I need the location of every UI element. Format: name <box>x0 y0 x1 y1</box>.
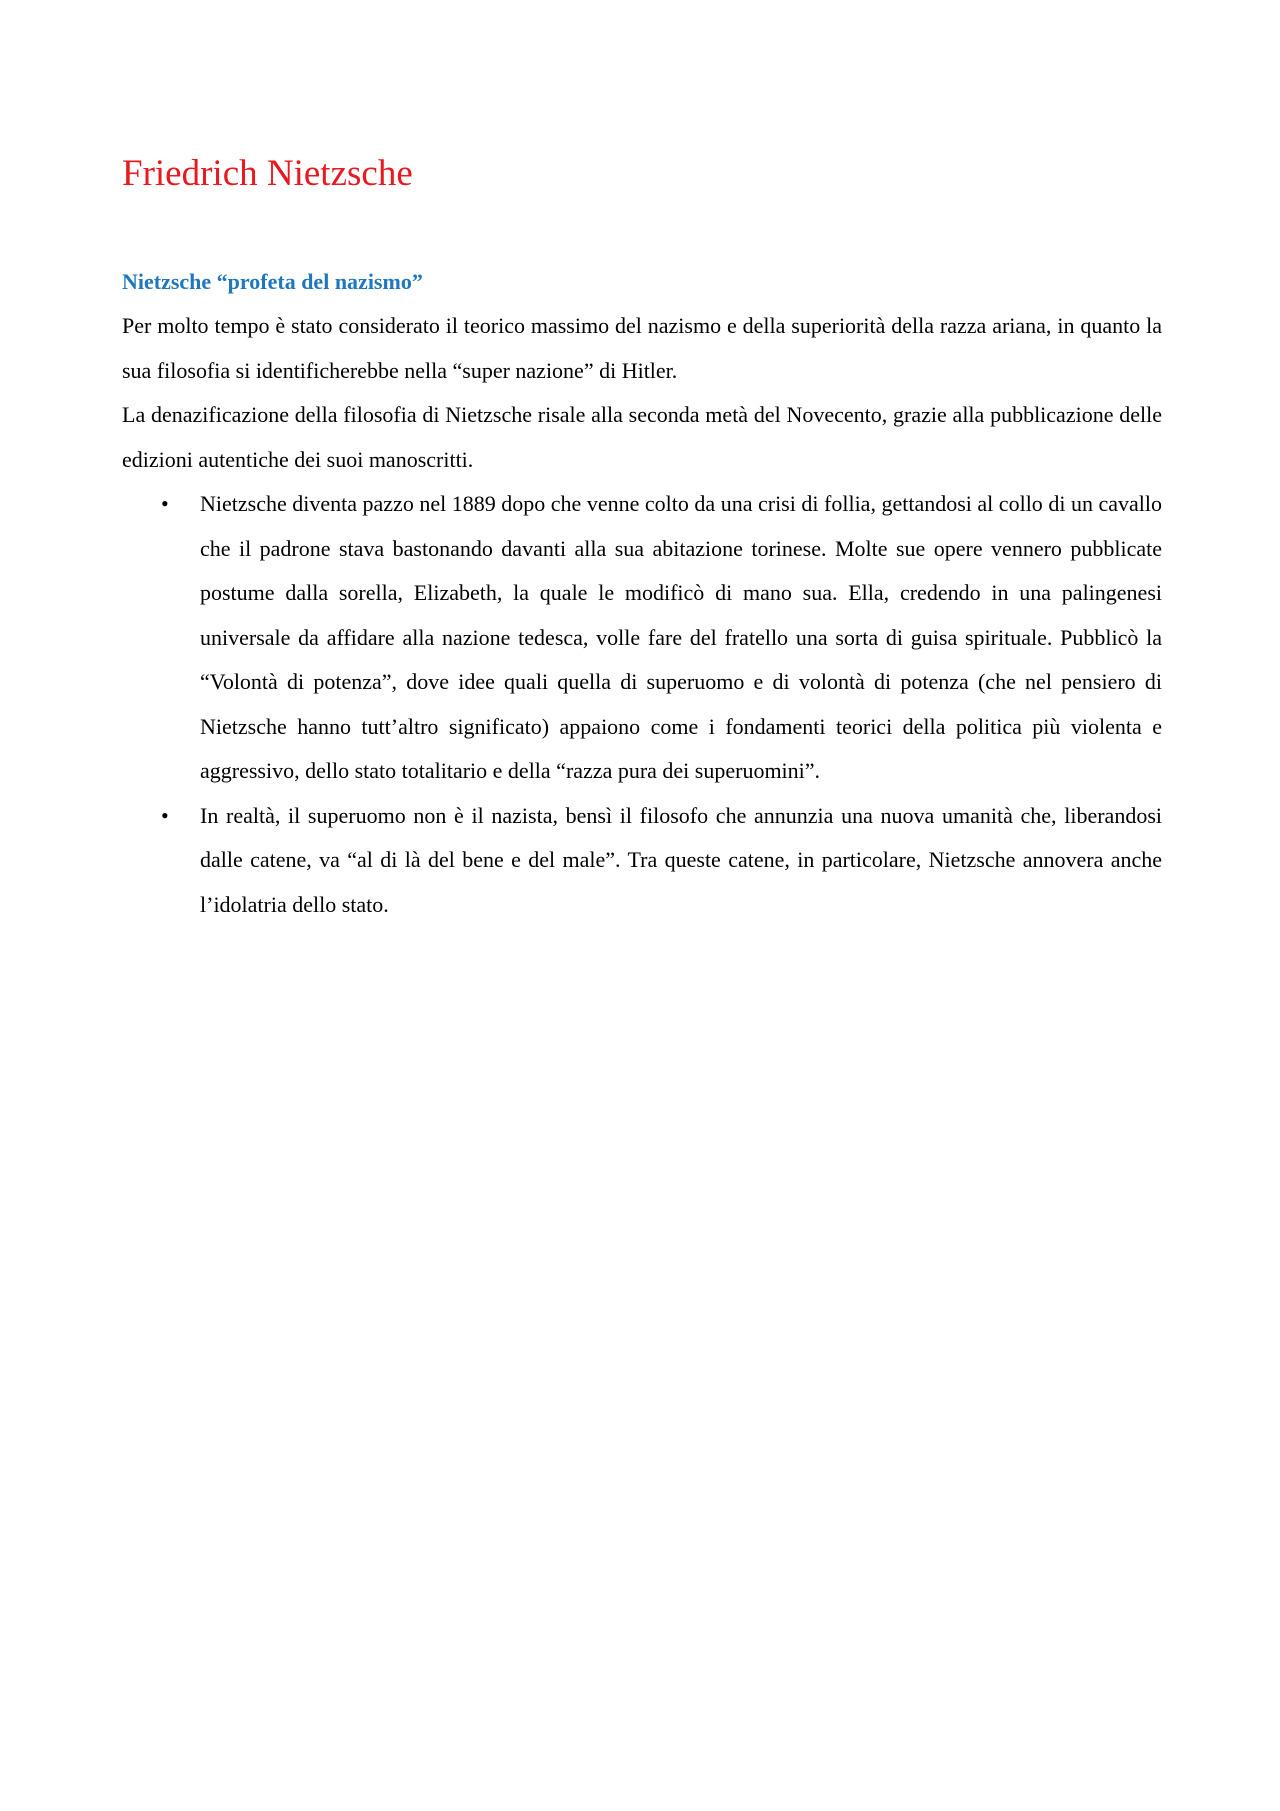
bullet-icon: • <box>161 802 169 828</box>
bullet-list <box>122 482 1162 927</box>
list-item-text: In realtà, il superuomo non è il nazista, bensì il filosofo che annunzia una nuova umanità che, liberandosi dalle catene, va “al di là del bene e del male”. Tra queste catene, in particolare, Nietzsche annovera anche l’idolatria dello stato. <box>200 802 1162 917</box>
bullet-icon: • <box>161 491 169 516</box>
document-body <box>122 260 1162 927</box>
list-item <box>122 482 1162 794</box>
section-heading: Nietzsche “profeta del nazismo” <box>122 269 423 294</box>
list-item <box>122 794 1162 928</box>
paragraph-denazification: La denazificazione della filosofia di Nietzsche risale alla seconda metà del Novecento, grazie alla pubblicazione delle edizioni autentiche dei suoi manoscritti. <box>122 402 1162 472</box>
paragraph-intro: Per molto tempo è stato considerato il teorico massimo del nazismo e della superiorità della razza ariana, in quanto la sua filosofia si identificherebbe nella “super nazione” di Hitler. <box>122 313 1162 383</box>
document-title: Friedrich Nietzsche <box>122 153 413 194</box>
list-item-text: Nietzsche diventa pazzo nel 1889 dopo che venne colto da una crisi di follia, gettandosi al collo di un cavallo che il padrone stava bastonando davanti alla sua abitazione torinese. Molte sue opere vennero pubblicate postume dalla sorella, Elizabeth, la quale le modificò di mano sua. Ella, credendo in una palingenesi universale da affidare alla nazione tedesca, volle fare del fratello una sorta di guisa spirituale. Pubblicò la “Volontà di potenza”, dove idee quali quella di superuomo e di volontà di potenza (che nel pensiero di Nietzsche hanno tutt’altro significato) appaiono come i fondamenti teorici della politica più violenta e aggressivo, dello stato totalitario e della “razza pura dei superuomini”. <box>200 491 1162 783</box>
